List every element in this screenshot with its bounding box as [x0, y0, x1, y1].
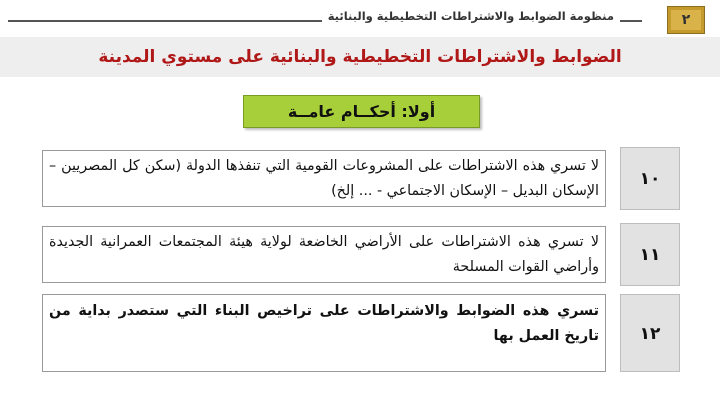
- page-number-badge: ٢: [667, 6, 705, 34]
- rule-number: ١٢: [620, 294, 680, 372]
- rule-number: ١١: [620, 223, 680, 286]
- main-title: الضوابط والاشتراطات التخطيطية والبنائية على مستوي المدينة: [98, 47, 622, 67]
- header-title: منظومة الضوابط والاشتراطات التخطيطية والبنائية: [322, 9, 620, 23]
- rule-number: ١٠: [620, 147, 680, 210]
- rule-text: لا تسري هذه الاشتراطات على الأراضي الخاضعة لولاية هيئة المجتمعات العمرانية الجديدة وأراضي القوات المسلحة: [42, 226, 606, 283]
- main-title-band: [0, 37, 720, 77]
- header-bar: [0, 0, 720, 37]
- rule-text: تسري هذه الضوابط والاشتراطات على تراخيص البناء التي ستصدر بداية من تاريخ العمل بها: [42, 294, 606, 372]
- rule-text: لا تسري هذه الاشتراطات على المشروعات القومية التي تنفذها الدولة (سكن كل المصريين – الإسكان البديل – الإسكان الاجتماعي - ... إلخ): [42, 150, 606, 207]
- section-heading: أولا: أحكــام عامــة: [243, 95, 480, 128]
